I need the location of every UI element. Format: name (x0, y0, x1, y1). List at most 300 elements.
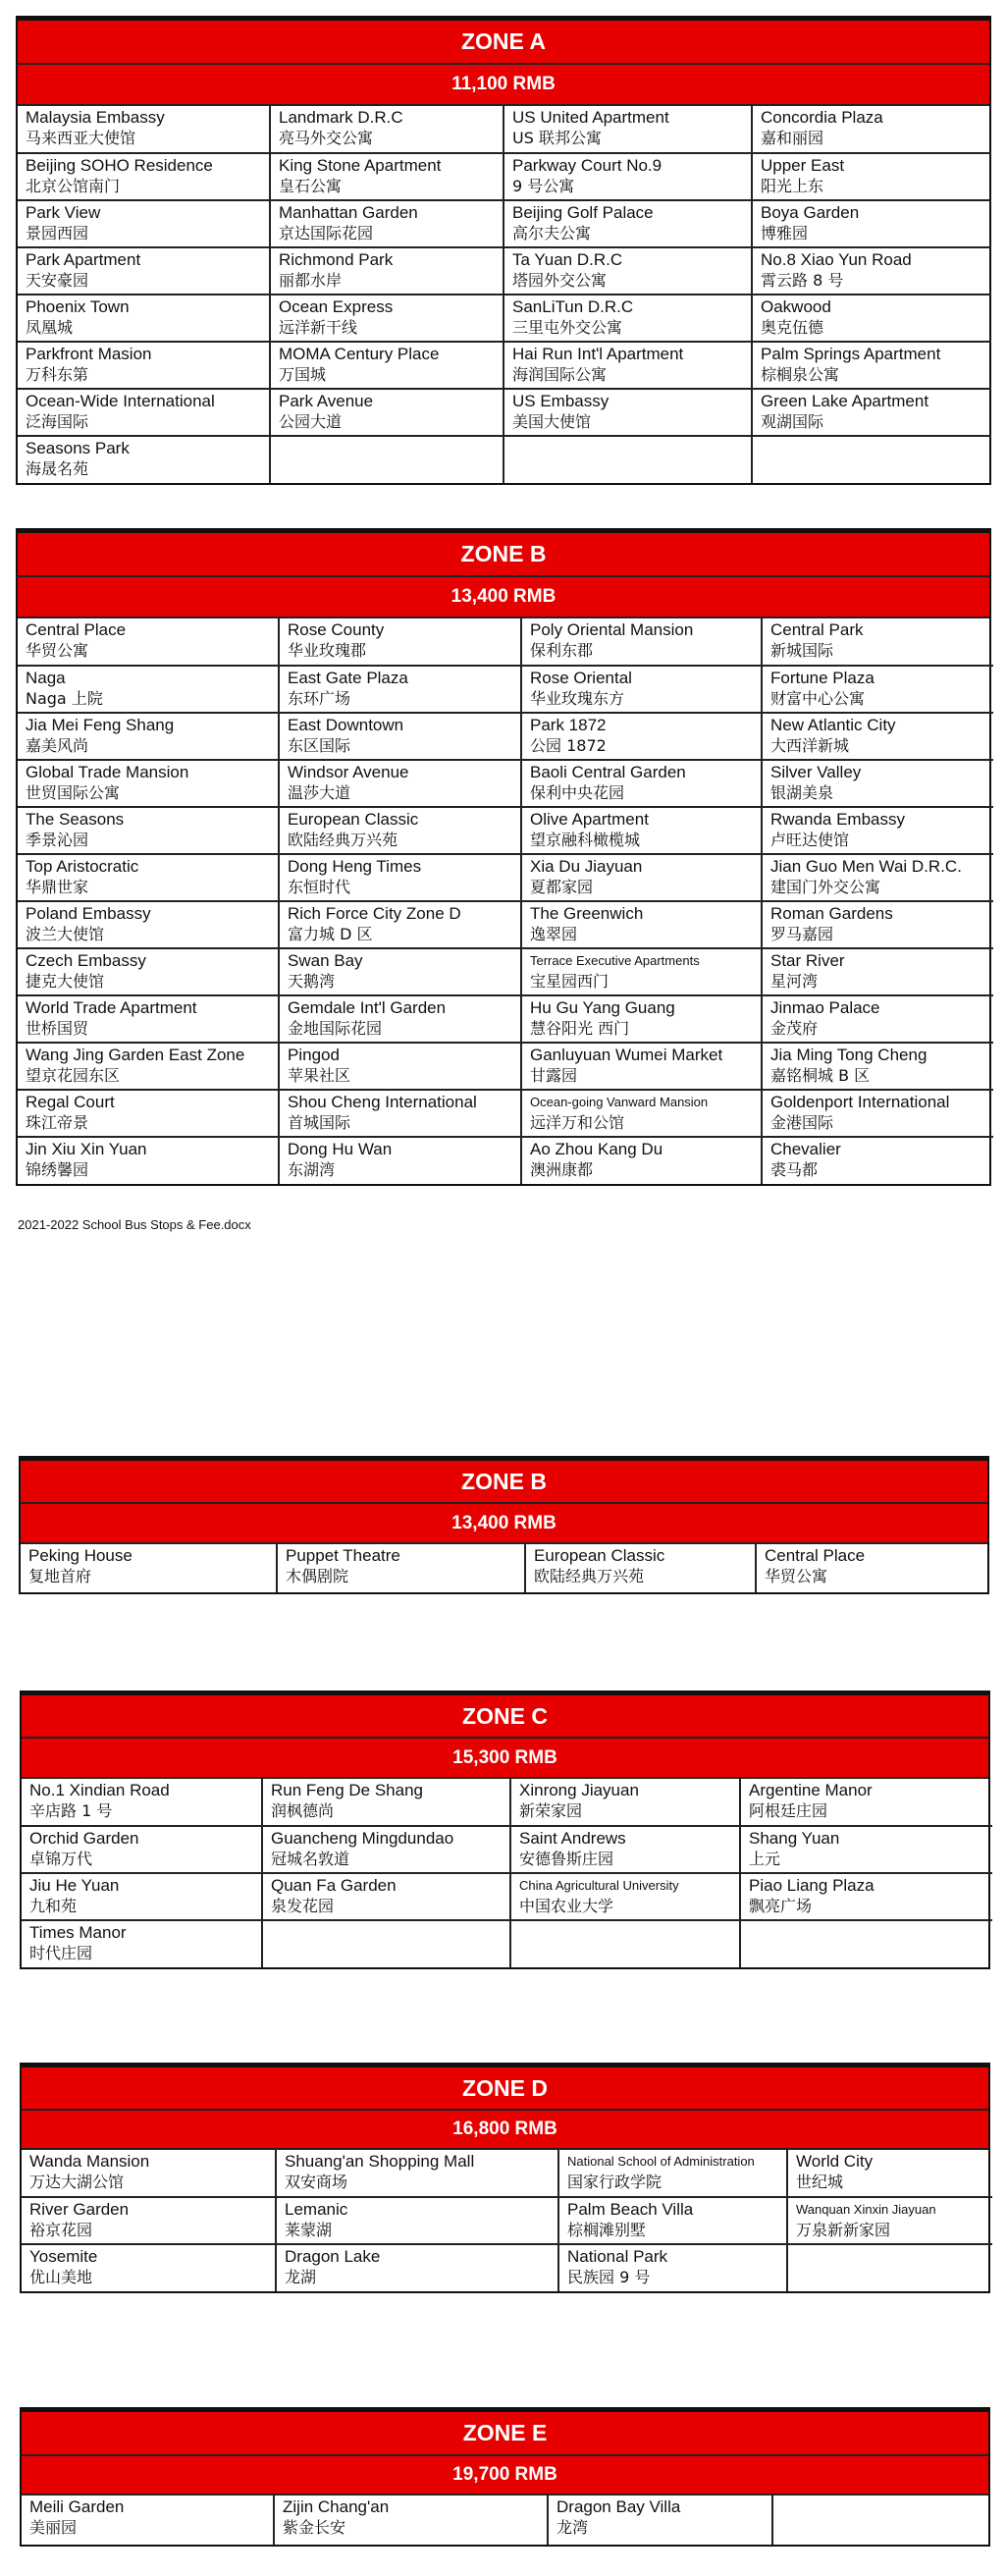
stop-name-english: Terrace Executive Apartments (530, 953, 700, 968)
stop-name-chinese: 阳光上东 (761, 177, 824, 195)
stop-name-english: Green Lake Apartment (761, 392, 929, 410)
bus-stop-cell (270, 153, 504, 200)
stop-name-chinese: 东环广场 (288, 689, 351, 708)
stop-name-english: Wanquan Xinxin Jiayuan (796, 2202, 936, 2217)
stop-name-english: Rich Force City Zone D (288, 904, 461, 923)
stop-name-chinese: 凤凰城 (26, 318, 74, 337)
stop-name-chinese: 天安豪园 (26, 271, 89, 290)
stop-name-english: Rwanda Embassy (770, 810, 906, 829)
stop-name-english: Star River (770, 951, 845, 970)
stop-name-english: Regal Court (26, 1093, 115, 1111)
zone-block (20, 1690, 990, 1969)
bus-stop-table (18, 618, 993, 1184)
stop-name-english: Chevalier (770, 1140, 841, 1158)
stop-name-chinese: 奥克伍德 (761, 318, 824, 337)
bus-stop-cell (740, 1779, 992, 1826)
stop-name-chinese: 辛店路 1 号 (29, 1801, 113, 1820)
table-row (18, 342, 991, 389)
stop-name-english: Rose County (288, 620, 385, 639)
stop-name-english: Wang Jing Garden East Zone (26, 1046, 245, 1064)
bus-stop-table (22, 2496, 992, 2545)
stop-name-chinese: 龙湖 (285, 2268, 317, 2286)
stop-name-chinese: 首城国际 (288, 1113, 351, 1132)
stop-name-english: Beijing Golf Palace (512, 203, 654, 222)
stop-name-chinese: 新城国际 (770, 641, 834, 660)
bus-stop-cell (521, 760, 762, 807)
stop-name-english: Top Aristocratic (26, 857, 139, 876)
bus-stop-cell (274, 2496, 548, 2545)
table-row (22, 1920, 992, 1967)
zone-title: ZONE B (21, 1461, 987, 1504)
stop-name-chinese: 万国城 (279, 365, 327, 384)
stop-name-english: Parkway Court No.9 (512, 156, 662, 175)
stop-name-chinese: US 联邦公寓 (512, 129, 602, 147)
zone-block (20, 2407, 990, 2547)
stop-name-english: Yosemite (29, 2247, 98, 2266)
bus-stop-cell (548, 2496, 772, 2545)
bus-stop-cell (21, 1544, 277, 1592)
stop-name-english: Meili Garden (29, 2497, 125, 2516)
stop-name-english: World Trade Apartment (26, 998, 197, 1017)
bus-stop-cell (762, 948, 993, 995)
table-row (22, 2496, 992, 2545)
stop-name-chinese: 公园大道 (279, 412, 343, 431)
bus-stop-cell (740, 1826, 992, 1873)
stop-name-english: Jian Guo Men Wai D.R.C. (770, 857, 962, 876)
stop-name-english: Silver Valley (770, 763, 862, 781)
bus-stop-cell (510, 1779, 740, 1826)
stop-name-english: Quan Fa Garden (271, 1876, 397, 1895)
bus-stop-cell (18, 342, 270, 389)
stop-name-chinese: 亮马外交公寓 (279, 129, 374, 147)
table-row (18, 1090, 993, 1137)
table-row (22, 2244, 992, 2291)
bus-stop-cell (18, 1090, 279, 1137)
stop-name-chinese: 阿根廷庄园 (749, 1801, 828, 1820)
table-row (22, 1779, 992, 1826)
stop-name-chinese: 夏都家园 (530, 878, 594, 896)
table-row (18, 200, 991, 247)
stop-name-chinese: 嘉铭桐城 B 区 (770, 1066, 871, 1085)
stop-name-chinese: 世桥国贸 (26, 1019, 89, 1038)
stop-name-chinese: 海晟名苑 (26, 459, 89, 478)
bus-stop-cell (18, 618, 279, 666)
bus-stop-cell (521, 1043, 762, 1090)
bus-stop-cell (752, 295, 991, 342)
stop-name-chinese: 东区国际 (288, 736, 351, 755)
bus-stop-cell (504, 200, 752, 247)
stop-name-chinese: 东湖湾 (288, 1160, 336, 1179)
stop-name-english: Malaysia Embassy (26, 108, 165, 127)
stop-name-chinese: 澳洲康都 (530, 1160, 594, 1179)
stop-name-chinese: 世贸国际公寓 (26, 783, 121, 802)
stop-name-chinese: 华业玫瑰郡 (288, 641, 367, 660)
stop-name-chinese: 美丽园 (29, 2518, 78, 2537)
stop-name-english: China Agricultural University (519, 1878, 679, 1893)
bus-stop-cell (279, 807, 521, 854)
stop-name-english: Seasons Park (26, 439, 130, 457)
stop-name-english: New Atlantic City (770, 716, 896, 734)
stop-name-chinese: 罗马嘉园 (770, 925, 834, 943)
bus-stop-cell (510, 1873, 740, 1920)
stop-name-english: Run Feng De Shang (271, 1781, 423, 1799)
zone-title: ZONE C (22, 1695, 988, 1739)
stop-name-chinese: 世纪城 (796, 2173, 844, 2191)
bus-stop-cell (504, 106, 752, 153)
bus-stop-cell (762, 618, 993, 666)
stop-name-chinese: 金地国际花园 (288, 1019, 383, 1038)
stop-name-chinese: 华贸公寓 (26, 641, 89, 660)
bus-stop-cell (18, 106, 270, 153)
bus-stop-cell (22, 2150, 276, 2197)
stop-name-english: Palm Beach Villa (567, 2200, 694, 2219)
bus-stop-cell (504, 247, 752, 295)
bus-stop-cell (521, 618, 762, 666)
table-row (22, 1873, 992, 1920)
bus-stop-cell (762, 901, 993, 948)
stop-name-chinese: 美国大使馆 (512, 412, 592, 431)
stop-name-english: Orchid Garden (29, 1829, 139, 1848)
stop-name-chinese: 远洋新干线 (279, 318, 358, 337)
bus-stop-cell (18, 948, 279, 995)
bus-stop-cell (276, 2244, 558, 2291)
stop-name-english: Central Place (765, 1546, 866, 1565)
bus-stop-cell (756, 1544, 991, 1592)
stop-name-english: King Stone Apartment (279, 156, 442, 175)
stop-name-chinese: 棕榈泉公寓 (761, 365, 840, 384)
stop-name-english: Wanda Mansion (29, 2152, 150, 2171)
stop-name-english: Jin Xiu Xin Yuan (26, 1140, 147, 1158)
bus-stop-cell (787, 2150, 992, 2197)
stop-name-chinese: 霄云路 8 号 (761, 271, 844, 290)
bus-stop-cell (270, 436, 504, 483)
bus-stop-cell (521, 713, 762, 760)
stop-name-english: World City (796, 2152, 874, 2171)
stop-name-chinese: 万达大湖公馆 (29, 2173, 125, 2191)
stop-name-chinese: 欧陆经典万兴苑 (534, 1567, 645, 1585)
table-row (18, 1043, 993, 1090)
table-row (22, 2150, 992, 2197)
stop-name-english: Shuang'an Shopping Mall (285, 2152, 475, 2171)
bus-stop-cell (18, 807, 279, 854)
zone-fee: 11,100 RMB (18, 65, 989, 106)
stop-name-chinese: 苹果社区 (288, 1066, 351, 1085)
stop-name-chinese: 9 号公寓 (512, 177, 575, 195)
stop-name-english: Park 1872 (530, 716, 607, 734)
stop-name-chinese: 华鼎世家 (26, 878, 89, 896)
stop-name-english: Fortune Plaza (770, 669, 874, 687)
stop-name-chinese: 银湖美泉 (770, 783, 834, 802)
stop-name-chinese: 天鹅湾 (288, 972, 336, 991)
stop-name-chinese: 财富中心公寓 (770, 689, 866, 708)
bus-stop-cell (270, 342, 504, 389)
stop-name-chinese: 民族园 9 号 (567, 2268, 651, 2286)
stop-name-english: Park Avenue (279, 392, 374, 410)
stop-name-chinese: 裕京花园 (29, 2221, 93, 2239)
bus-stop-cell (521, 1090, 762, 1137)
bus-stop-cell (762, 1137, 993, 1184)
stop-name-chinese: 海润国际公寓 (512, 365, 608, 384)
stop-name-chinese: 富力城 D 区 (288, 925, 373, 943)
stop-name-chinese: 泉发花园 (271, 1897, 335, 1915)
stop-name-english: Naga (26, 669, 66, 687)
bus-stop-cell (18, 1137, 279, 1184)
bus-stop-cell (277, 1544, 525, 1592)
bus-stop-table (22, 1779, 992, 1967)
stop-name-english: MOMA Century Place (279, 345, 440, 363)
zone-block (16, 528, 991, 1186)
table-row (18, 1137, 993, 1184)
stop-name-chinese: 龙湾 (556, 2518, 589, 2537)
stop-name-english: Czech Embassy (26, 951, 146, 970)
stop-name-chinese: 欧陆经典万兴苑 (288, 831, 398, 849)
stop-name-chinese: Naga 上院 (26, 689, 103, 708)
stop-name-english: Hai Run Int'l Apartment (512, 345, 684, 363)
zone-fee: 15,300 RMB (22, 1739, 988, 1779)
stop-name-english: Ta Yuan D.R.C (512, 250, 623, 269)
bus-stop-cell (22, 1826, 262, 1873)
stop-name-english: Shou Cheng International (288, 1093, 477, 1111)
bus-stop-cell (279, 948, 521, 995)
table-row (18, 713, 993, 760)
zone-fee: 19,700 RMB (22, 2456, 988, 2496)
stop-name-english: Roman Gardens (770, 904, 893, 923)
stop-name-english: No.8 Xiao Yun Road (761, 250, 912, 269)
stop-name-english: Baoli Central Garden (530, 763, 686, 781)
stop-name-chinese: 大西洋新城 (770, 736, 850, 755)
stop-name-chinese: 观湖国际 (761, 412, 824, 431)
zone-fee: 13,400 RMB (21, 1504, 987, 1544)
table-row (18, 760, 993, 807)
bus-stop-cell (18, 247, 270, 295)
stop-name-chinese: 珠江帝景 (26, 1113, 89, 1132)
bus-stop-cell (762, 666, 993, 713)
stop-name-chinese: 复地首府 (28, 1567, 92, 1585)
stop-name-english: Shang Yuan (749, 1829, 840, 1848)
stop-name-chinese: 锦绣馨园 (26, 1160, 89, 1179)
table-row (21, 1544, 991, 1592)
stop-name-english: Gemdale Int'l Garden (288, 998, 447, 1017)
bus-stop-cell (752, 200, 991, 247)
stop-name-chinese: 星河湾 (770, 972, 819, 991)
table-row (18, 436, 991, 483)
stop-name-chinese: 公园 1872 (530, 736, 607, 755)
stop-name-english: Poly Oriental Mansion (530, 620, 694, 639)
stop-name-chinese: 华业玫瑰东方 (530, 689, 625, 708)
stop-name-chinese: 博雅园 (761, 224, 809, 242)
bus-stop-cell (22, 1920, 262, 1967)
bus-stop-cell (787, 2197, 992, 2244)
stop-name-chinese: 甘露园 (530, 1066, 578, 1085)
bus-stop-cell (558, 2150, 787, 2197)
stop-name-chinese: 卓锦万代 (29, 1850, 93, 1868)
bus-stop-cell (279, 901, 521, 948)
table-row (18, 901, 993, 948)
bus-stop-cell (18, 1043, 279, 1090)
bus-stop-cell (18, 666, 279, 713)
stop-name-chinese: 塔园外交公寓 (512, 271, 608, 290)
stop-name-english: Concordia Plaza (761, 108, 883, 127)
stop-name-english: Richmond Park (279, 250, 394, 269)
stop-name-english: Central Place (26, 620, 127, 639)
stop-name-chinese: 华贸公寓 (765, 1567, 828, 1585)
stop-name-english: Argentine Manor (749, 1781, 873, 1799)
bus-stop-cell (504, 342, 752, 389)
table-row (18, 389, 991, 436)
stop-name-chinese: 上元 (749, 1850, 781, 1868)
stop-name-chinese: 景园西园 (26, 224, 89, 242)
stop-name-chinese: 建国门外交公寓 (770, 878, 881, 896)
stop-name-english: Windsor Avenue (288, 763, 409, 781)
stop-name-english: River Garden (29, 2200, 130, 2219)
stop-name-english: SanLiTun D.R.C (512, 297, 634, 316)
bus-stop-cell (504, 295, 752, 342)
stop-name-chinese: 优山美地 (29, 2268, 93, 2286)
table-row (18, 995, 993, 1043)
bus-stop-cell (270, 247, 504, 295)
bus-stop-cell (18, 713, 279, 760)
stop-name-english: Ganluyuan Wumei Market (530, 1046, 723, 1064)
stop-name-chinese: 捷克大使馆 (26, 972, 105, 991)
document-footer: 2021-2022 School Bus Stops & Fee.docx (18, 1217, 251, 1232)
stop-name-chinese: 嘉美风尚 (26, 736, 89, 755)
stop-name-english: Dong Hu Wan (288, 1140, 393, 1158)
bus-stop-cell (18, 901, 279, 948)
bus-stop-cell (510, 1920, 740, 1967)
stop-name-english: Ocean-Wide International (26, 392, 215, 410)
stop-name-chinese: 润枫德尚 (271, 1801, 335, 1820)
bus-stop-cell (504, 436, 752, 483)
stop-name-chinese: 泛海国际 (26, 412, 89, 431)
bus-stop-cell (762, 713, 993, 760)
stop-name-english: National Park (567, 2247, 668, 2266)
bus-stop-cell (18, 200, 270, 247)
bus-stop-cell (740, 1873, 992, 1920)
bus-stop-cell (270, 200, 504, 247)
bus-stop-cell (270, 295, 504, 342)
stop-name-chinese: 保利东郡 (530, 641, 594, 660)
stop-name-english: The Greenwich (530, 904, 644, 923)
stop-name-english: US United Apartment (512, 108, 669, 127)
bus-stop-cell (740, 1920, 992, 1967)
stop-name-chinese: 宝星园西门 (530, 972, 610, 991)
stop-name-english: Jia Mei Feng Shang (26, 716, 175, 734)
bus-stop-cell (752, 436, 991, 483)
stop-name-english: Landmark D.R.C (279, 108, 403, 127)
stop-name-english: Manhattan Garden (279, 203, 418, 222)
stop-name-chinese: 波兰大使馆 (26, 925, 105, 943)
stop-name-chinese: 金茂府 (770, 1019, 819, 1038)
stop-name-chinese: 京达国际花园 (279, 224, 374, 242)
stop-name-chinese: 马来西亚大使馆 (26, 129, 136, 147)
stop-name-english: Ocean Express (279, 297, 394, 316)
bus-stop-cell (18, 436, 270, 483)
bus-stop-cell (18, 995, 279, 1043)
stop-name-english: Oakwood (761, 297, 831, 316)
bus-stop-cell (276, 2197, 558, 2244)
stop-name-english: Goldenport International (770, 1093, 950, 1111)
zone-fee: 13,400 RMB (18, 577, 989, 618)
stop-name-english: Poland Embassy (26, 904, 151, 923)
table-row (18, 854, 993, 901)
stop-name-chinese: 棕榈滩别墅 (567, 2221, 647, 2239)
stop-name-chinese: 双安商场 (285, 2173, 348, 2191)
bus-stop-cell (762, 854, 993, 901)
bus-stop-cell (762, 1043, 993, 1090)
stop-name-chinese: 紫金长安 (283, 2518, 346, 2537)
bus-stop-cell (270, 106, 504, 153)
bus-stop-cell (279, 713, 521, 760)
bus-stop-cell (279, 666, 521, 713)
bus-stop-cell (521, 995, 762, 1043)
stop-name-english: Boya Garden (761, 203, 860, 222)
table-row (18, 666, 993, 713)
stop-name-english: Pingod (288, 1046, 340, 1064)
bus-stop-cell (525, 1544, 756, 1592)
stop-name-english: Phoenix Town (26, 297, 130, 316)
stop-name-chinese: 皇石公寓 (279, 177, 343, 195)
stop-name-chinese: 万泉新新家园 (796, 2221, 891, 2239)
zone-title: ZONE B (18, 533, 989, 577)
bus-stop-cell (262, 1873, 510, 1920)
stop-name-english: Lemanic (285, 2200, 348, 2219)
stop-name-english: Hu Gu Yang Guang (530, 998, 675, 1017)
stop-name-english: European Classic (288, 810, 419, 829)
stop-name-english: Central Park (770, 620, 864, 639)
bus-stop-cell (521, 948, 762, 995)
stop-name-english: Olive Apartment (530, 810, 649, 829)
stop-name-english: Swan Bay (288, 951, 363, 970)
stop-name-chinese: 高尔夫公寓 (512, 224, 592, 242)
bus-stop-cell (504, 389, 752, 436)
stop-name-chinese: 万科东第 (26, 365, 89, 384)
stop-name-english: Jia Ming Tong Cheng (770, 1046, 928, 1064)
bus-stop-cell (18, 153, 270, 200)
table-row (18, 948, 993, 995)
stop-name-english: Upper East (761, 156, 845, 175)
stop-name-chinese: 九和苑 (29, 1897, 78, 1915)
table-row (22, 2197, 992, 2244)
bus-stop-cell (22, 2244, 276, 2291)
stop-name-english: Xia Du Jiayuan (530, 857, 643, 876)
table-row (18, 807, 993, 854)
stop-name-english: Palm Springs Apartment (761, 345, 941, 363)
bus-stop-cell (279, 760, 521, 807)
stop-name-english: Peking House (28, 1546, 132, 1565)
stop-name-english: Dong Heng Times (288, 857, 422, 876)
stop-name-chinese: 冠城名敦道 (271, 1850, 350, 1868)
stop-name-chinese: 东恒时代 (288, 878, 351, 896)
zone-title: ZONE E (22, 2412, 988, 2456)
bus-stop-table (22, 2150, 992, 2291)
bus-stop-cell (22, 1873, 262, 1920)
bus-stop-cell (762, 807, 993, 854)
stop-name-english: East Gate Plaza (288, 669, 408, 687)
table-row (18, 153, 991, 200)
bus-stop-cell (752, 106, 991, 153)
stop-name-chinese: 慧谷阳光 西门 (530, 1019, 630, 1038)
stop-name-chinese: 飘亮广场 (749, 1897, 813, 1915)
stop-name-english: European Classic (534, 1546, 665, 1565)
stop-name-chinese: 季景沁园 (26, 831, 89, 849)
stop-name-chinese: 丽都水岸 (279, 271, 343, 290)
stop-name-english: Beijing SOHO Residence (26, 156, 213, 175)
stop-name-chinese: 新荣家园 (519, 1801, 583, 1820)
stop-name-english: Puppet Theatre (286, 1546, 400, 1565)
stop-name-english: Ao Zhou Kang Du (530, 1140, 663, 1158)
bus-stop-cell (558, 2244, 787, 2291)
zone-title: ZONE A (18, 21, 989, 65)
